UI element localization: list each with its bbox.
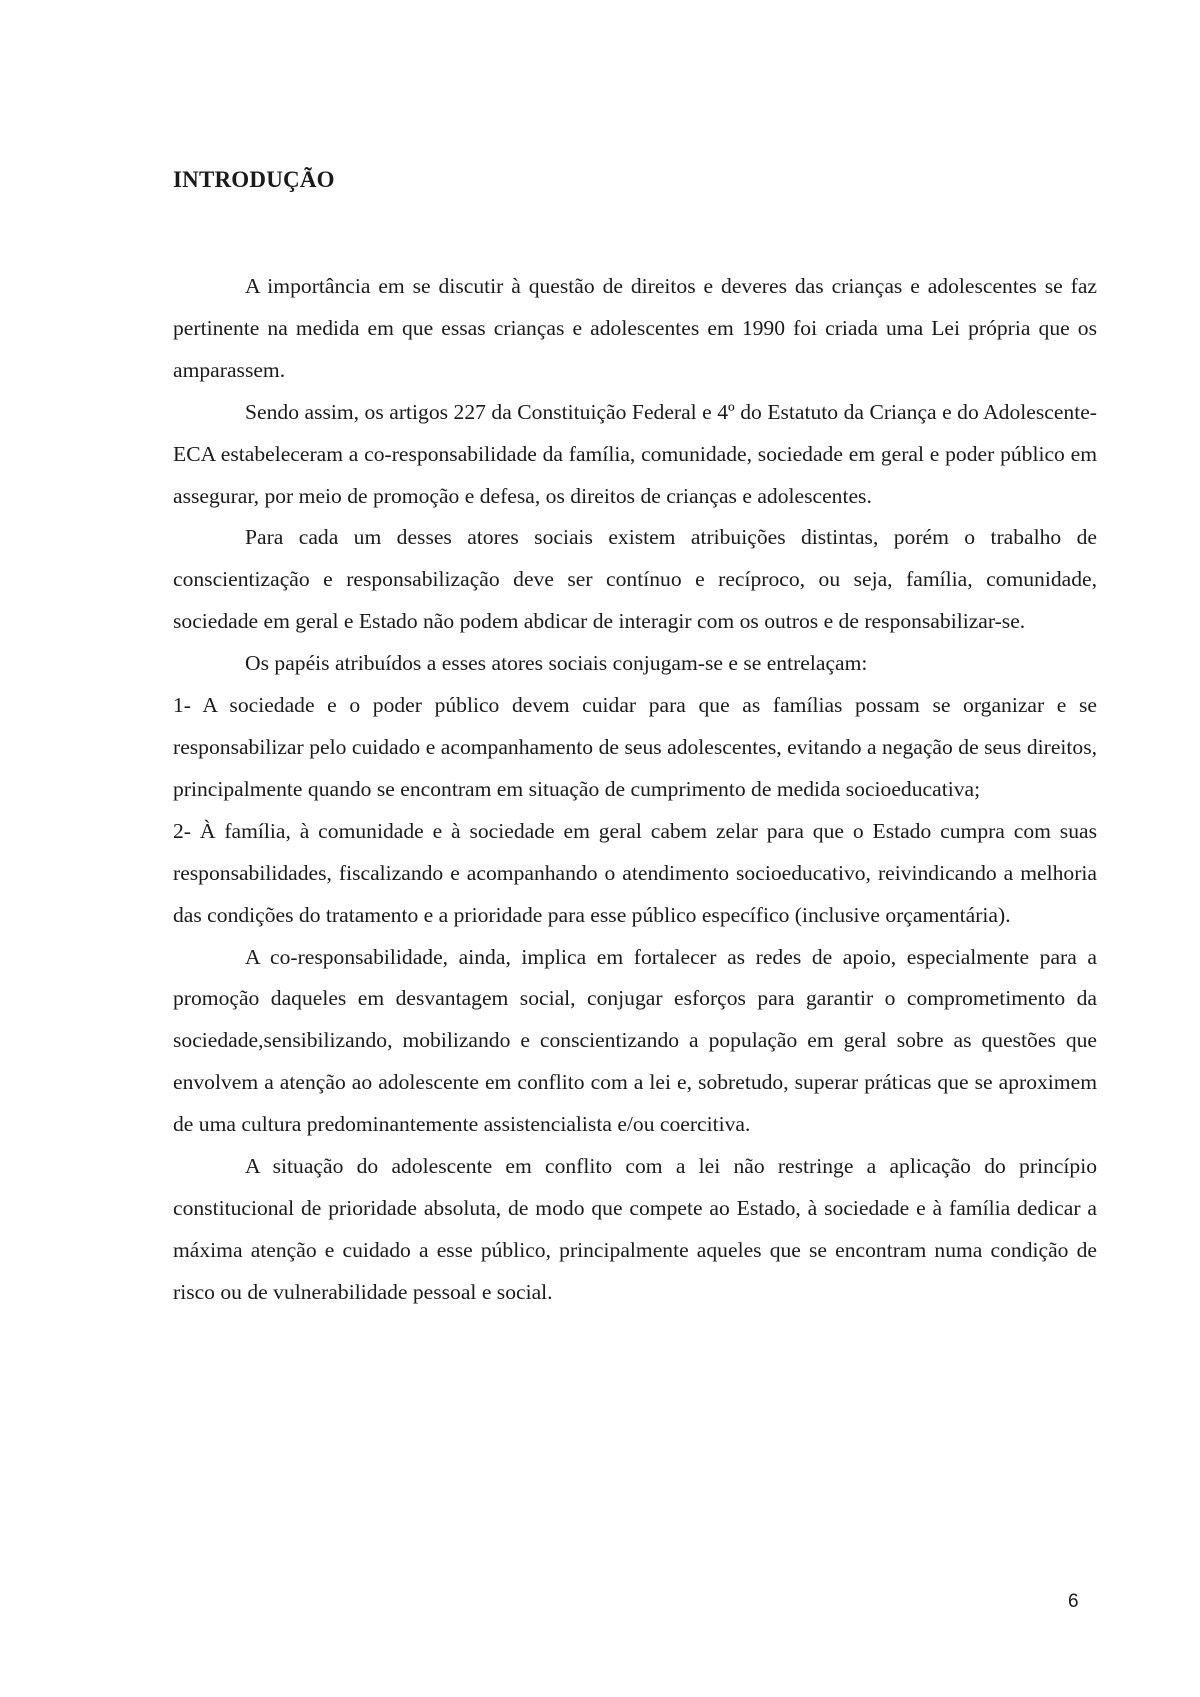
paragraph-social-actors: Para cada um desses atores sociais existem atribuições distintas, porém o trabalho de conscientização e responsabilização deve ser contínuo e recíproco, ou seja, família, comunidade, sociedade em geral e Estado não podem abdicar de interagir com os outros e de responsabilizar-se. (173, 525, 1097, 634)
list-item-2: 2- À família, à comunidade e à sociedade em geral cabem zelar para que o Estado cumpra com suas responsabilidades, fiscalizando e acompanhando o atendimento socioeducativo, reivindicando a melhoria das condições do tratamento e a prioridade para esse público específico (inclusive orçamentária). (173, 818, 1097, 927)
paragraph-absolute-priority: A situação do adolescente em conflito com a lei não restringe a aplicação do princípio constitucional de prioridade absoluta, de modo que compete ao Estado, à sociedade e à família dedicar a máxima atenção e cuidado a esse público, principalmente aqueles que se encontram numa condição de risco ou de vulnerabilidade pessoal e social. (173, 1154, 1097, 1304)
body-text (173, 266, 1097, 1314)
section-title: INTRODUÇÃO (173, 167, 335, 192)
paragraph-importance: A importância em se discutir à questão de direitos e deveres das crianças e adolescentes se faz pertinente na medida em que essas crianças e adolescentes em 1990 foi criada uma Lei própria que os amparassem. (173, 274, 1097, 382)
paragraph-roles-intro: Os papéis atribuídos a esses atores sociais conjugam-se e se entrelaçam: (245, 651, 868, 676)
list-item-1: 1- A sociedade e o poder público devem cuidar para que as famílias possam se organizar e se responsabilizar pelo cuidado e acompanhamento de seus adolescentes, evitando a negação de seus direitos, principalmente quando se encontram em situação de cumprimento de medida socioeducativa; (173, 693, 1097, 801)
page-number: 6 (1068, 1591, 1079, 1612)
paragraph-support-networks: A co-responsabilidade, ainda, implica em fortalecer as redes de apoio, especialmente para a promoção daqueles em desvantagem social, conjugar esforços para garantir o comprometimento da sociedade,sensibilizando, mobilizando e conscientizando a população em geral sobre as questões que envolvem a atenção ao adolescente em conflito com a lei e, sobretudo, superar práticas que se aproximem de uma cultura predominantemente assistencialista e/ou coercitiva. (173, 944, 1097, 1137)
paragraph-co-responsibility: Sendo assim, os artigos 227 da Constituição Federal e 4º do Estatuto da Criança e do Adolescente-ECA estabeleceram a co-responsabilidade da família, comunidade, sociedade em geral e poder público em assegurar, por meio de promoção e defesa, os direitos de crianças e adolescentes. (173, 399, 1097, 508)
